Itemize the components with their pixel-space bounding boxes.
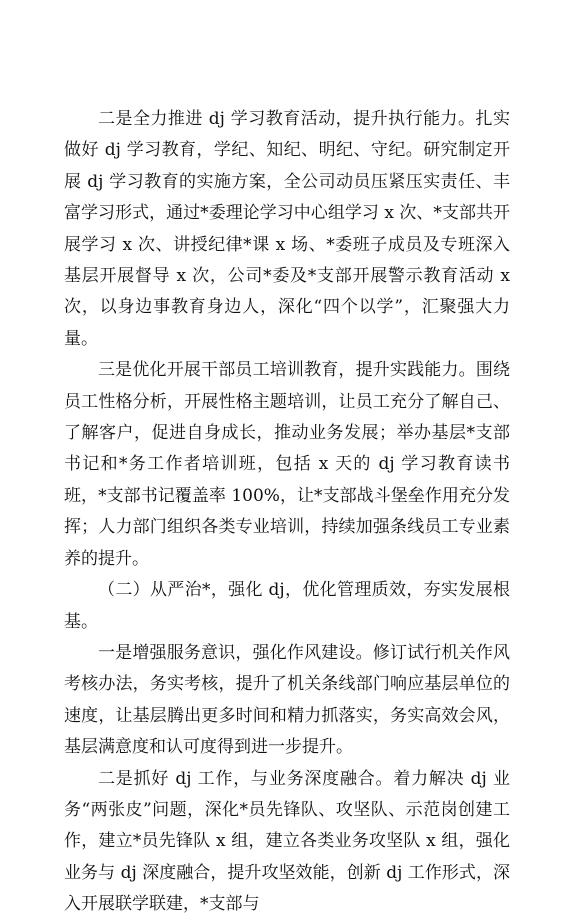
paragraph-dj-business-integration: 二是抓好 dj 工作，与业务深度融合。着力解决 dj 业务“两张皮”问题，深化*员先锋队、攻坚队、示范岗创建工作，建立*员先锋队 x 组，建立各类业务攻坚队 x 组，强化业务与 dj 深度融合，提升攻坚效能，创新 dj 工作形式，深入开展联学联建，*支部与 [64,768,510,915]
paragraph-staff-training: 三是优化开展干部员工培训教育，提升实践能力。围绕员工性格分析，开展性格主题培训，让员工充分了解自己、了解客户，促进自身成长，推动业务发展；举办基层*支部书记和*务工作者培训班，包括 x 天的 dj 学习教育读书班，*支部书记覆盖率 100%，让*支部战斗堡垒作用充分发挥；人力部门组织各类专业培训，持续加强条线员工专业素养的提升。 [64,360,510,569]
paragraph-service-awareness: 一是增强服务意识，强化作风建设。修订试行机关作风考核办法，务实考核，提升了机关条线部门响应基层单位的速度，让基层腾出更多时间和精力抓落实，务实高效会风，基层满意度和认可度得到进一步提升。 [64,642,510,758]
document-body [64,104,510,921]
section-heading-strict-governance: （二）从严治*，强化 dj，优化管理质效，夯实发展根基。 [64,580,510,632]
paragraph-dj-study-education: 二是全力推进 dj 学习教育活动，提升执行能力。扎实做好 dj 学习教育，学纪、知纪、明纪、守纪。研究制定开展 dj 学习教育的实施方案，全公司动员压紧压实责任、丰富学习形式，通过*委理论学习中心组学习 x 次、*支部共开展学习 x 次、讲授纪律*课 x 场、*委班子成员及专班深入基层开展督导 x 次，公司*委及*支部开展警示教育活动 x 次，以身边事教育身边人，深化“四个以学”，汇聚强大力量。 [64,109,510,349]
